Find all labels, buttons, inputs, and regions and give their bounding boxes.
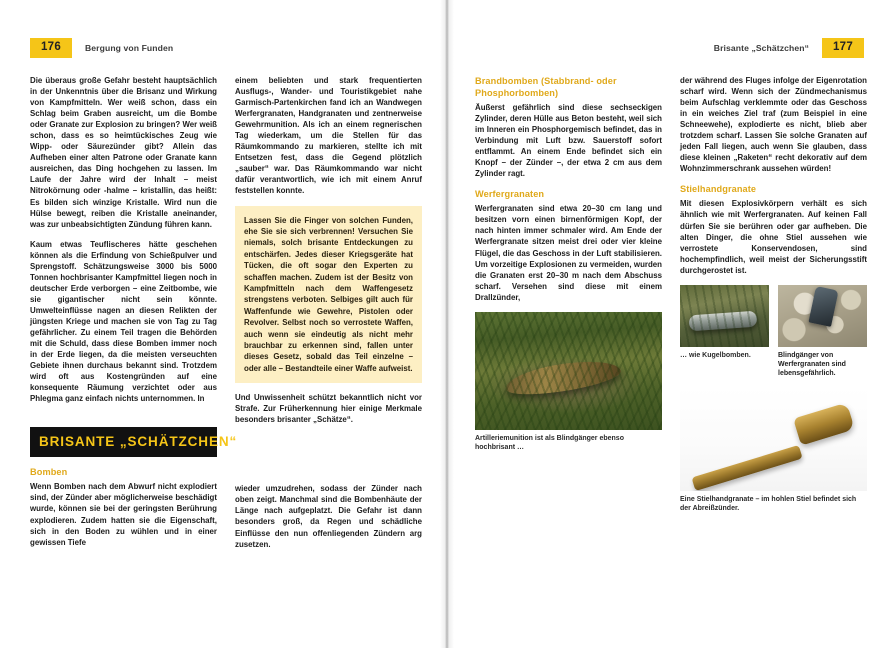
subheading-bomben: Bomben: [30, 467, 68, 478]
running-title-right: Brisante „Schätzchen“: [713, 43, 809, 53]
subheading-stielhandgranate: Stielhandgranate: [680, 184, 757, 195]
warning-infobox: [235, 206, 422, 384]
paragraph: wieder umzudrehen, sodass der Zünder nach oben zeigt. Manchmal sind die Bombenhäute der Länge nach aufgeplatzt. Die Gefahr ist dann besonders groß, da Regen und schädliche Einflüsse den nun offenliegenden Zündern arg zusetzen.: [235, 484, 422, 549]
subheading-werfergranaten: Werfergranaten: [475, 189, 545, 200]
paragraph: Wenn Bomben nach dem Abwurf nicht explodiert sind, der Zünder aber möglicherweise beschädigt wurde, können sie bei der geringsten Berührung explodieren. Zudem hatten sie die Eigenschaft, sich in den Boden zu wühlen und in einer gewissen Tiefe: [30, 482, 217, 547]
photo-kugelbombe: [680, 285, 769, 347]
paragraph: der während des Fluges infolge der Eigenrotation scharf wird. Wenn sich der Zündmechanismus beim Aufschlag verklemmte oder das Geschoss in ein weiches Ziel traf (zum Beispiel in eine Schneewehe), explodierte es nicht, blieb aber trotzdem scharf. Lassen Sie solche Granaten auf jeden Fall liegen, auch wenn Sie glauben, dass diese kleinen „Raketen“ recht dekorativ auf dem Wohnzimmerschrank aussehen würden!: [680, 76, 867, 174]
right-page: [447, 0, 894, 648]
paragraph: Die überaus große Gefahr besteht hauptsächlich in der Unkenntnis über die Brisanz und Wirkung von Kampfmitteln. Wer weiß schon, dass ein Schlag beim Graben ausreicht, um die Bombe oder Granate zur Explosion zu bringen? Wer weiß schon, dass es so heimtückisches Zeug wie Wipp- oder Säurezünder gibt? Allein das Aufheben einer alten Patrone oder Granate kann ausreichen, das Ding hochgehen zu lassen. Im Laufe der Jahre wird der Inhalt – meist Nitrokörnung oder -halme – kristallin, das heißt: Es bilden sich winzige Kristalle. Wird nun die Hülse bewegt, reiben die Kristalle aneinander, was zur unbeabsichtigten Zündung führen kann.: [30, 76, 217, 229]
running-title-left: Bergung von Funden: [85, 43, 174, 53]
column-spacer: [235, 434, 422, 483]
left-page-columns: [30, 75, 422, 550]
running-head-left: [30, 38, 419, 58]
photo-blindgaenger: [778, 285, 867, 347]
photo-pair-row: [680, 285, 867, 379]
page-number-left: 176: [30, 38, 72, 58]
paragraph: Kaum etwas Teuflischeres hätte geschehen können als die Erfindung von Schießpulver und Sprengstoff. Schätzungsweise 3000 bis 5000 Tonnen hochbrisanter Kampfmittel liegen noch in deutscher Erde verborgen – eine Zeitbombe, wie sie gigantischer nicht sein könnte. Umwelteinflüsse nagen an diesen Relikten der jüngsten Kriege und machen sie von Tag zu Tag gefährlicher. Zu einem Teil tragen die Behörden mit die Schuld, dass diese Bomben immer noch in der Erde liegen, da die meisten verseuchten Gebiete ihnen durchaus bekannt sind. Trotzdem wird oft aus Kostengründen auf eine konsequente Räumung verzichtet oder aus Phlegma ganz einfach nichts unternommen. In: [30, 239, 217, 404]
section-banner-label: BRISANTE „SCHÄTZCHEN“: [39, 434, 238, 450]
paragraph: Äußerst gefährlich sind diese sechseckigen Zylinder, deren Hülle aus Beton besteht, weil sich im Inneren ein Phosphorgemisch befindet, das in Verbindung mit Luft bzw. Sauerstoff sofort entflammt. An einem Ende befindet sich ein Knopf – der Zünder –, der etwa 2 cm aus dem Zylinder ragt.: [475, 103, 662, 179]
subheading-brandbomben: Brandbomben (Stabbrand- oder Phosphorbomben): [475, 76, 617, 98]
paragraph: Und Unwissenheit schützt bekanntlich nicht vor Strafe. Zur Früherkennung hier einige Merkmale besonders brisanter „Schätze“.: [235, 393, 422, 425]
right-page-columns: [475, 75, 867, 513]
photo-caption: … wie Kugelbomben.: [680, 351, 751, 359]
left-column-2: [235, 75, 422, 550]
left-column-1: [30, 75, 238, 548]
right-column-1: [475, 75, 662, 452]
running-head-right: [475, 38, 864, 58]
paragraph: einem beliebten und stark frequentierten Ausflugs-, Wander- und Touristikgebiet nahe Garmisch-Partenkirchen fand ich an Wandwegen Werfergranaten, Handgranaten und zentnerweise Gewehrmunition. Als ich an einem regnerischen Tag wiederkam, um die Stellen für das Räumkommando zu markieren, stellte ich mit Entsetzen fest, dass die Gegend plötzlich „sauber“ war. Das Räumkommando war nicht dafür verantwortlich, wie ich mit einem Anruf feststellen konnte.: [235, 76, 422, 196]
section-banner: [30, 427, 238, 457]
page-number-right: 177: [822, 38, 864, 58]
photo-cell-blindgaenger: [778, 285, 867, 379]
photo-caption: Blindgänger von Werfergranaten sind lebensgefährlich.: [778, 351, 846, 378]
photo-stielhandgranate: [680, 387, 867, 491]
photo-artillery-shell: [475, 312, 662, 430]
paragraph: Werfergranaten sind etwa 20–30 cm lang und besitzen vorn einen birnenförmigen Kopf, der nach hinten immer schmaler wird. Am Ende der Werfergranate sitzen meist drei oder vier kleine Flügel, die das Geschoss in der Luft stabilisieren. Um vorzeitige Explosionen zu vermeiden, wurden die Granaten erst 20–30 m nach dem Abschuss scharf. Versehen sind diese mit einem Drallzünder,: [475, 204, 662, 302]
photo-caption: Eine Stielhandgranate – im hohlen Stiel befindet sich der Abreißzünder.: [680, 495, 857, 512]
photo-caption: Artilleriemunition ist als Blindgänger ebenso hochbrisant …: [475, 434, 624, 452]
right-column-2: [680, 75, 867, 513]
paragraph: Mit diesen Explosivkörpern verhält es sich ähnlich wie mit Werfergranaten. Auf keinen Fall dürfen Sie sie berühren oder gar aufheben. Die alten Dinger, die ohne Stiel aussehen wie verrostete Konservendosen, sind hochempfindlich, weil meist der Sicherungsstift durchgerostet ist.: [680, 199, 867, 275]
photo-cell-kugelbomben: [680, 285, 769, 360]
warning-infobox-text: Lassen Sie die Finger von solchen Funden, ehe Sie sie sich verbrennen! Versuchen Sie niemals, solch brisante Entdeckungen zu entschärfen. Jedes dieser Kriegsgeräte hat Tücken, die oft sogar den Experten zu schaffen machen. Zudem ist der Besitz von Kampfmitteln nach dem Waffengesetz strengstens verboten. Selbiges gilt auch für Waffenfunde wie Gewehre, Pistolen oder Revolver. Selbst noch so verrostete Waffen, auch wenn sie eindeutig als nicht mehr brauchbar zu erkennen sind, fallen unter dieses Gesetz, sobald das Teil einzelne – oder alle – Bestandteile einer Waffe aufweist.: [244, 215, 413, 373]
